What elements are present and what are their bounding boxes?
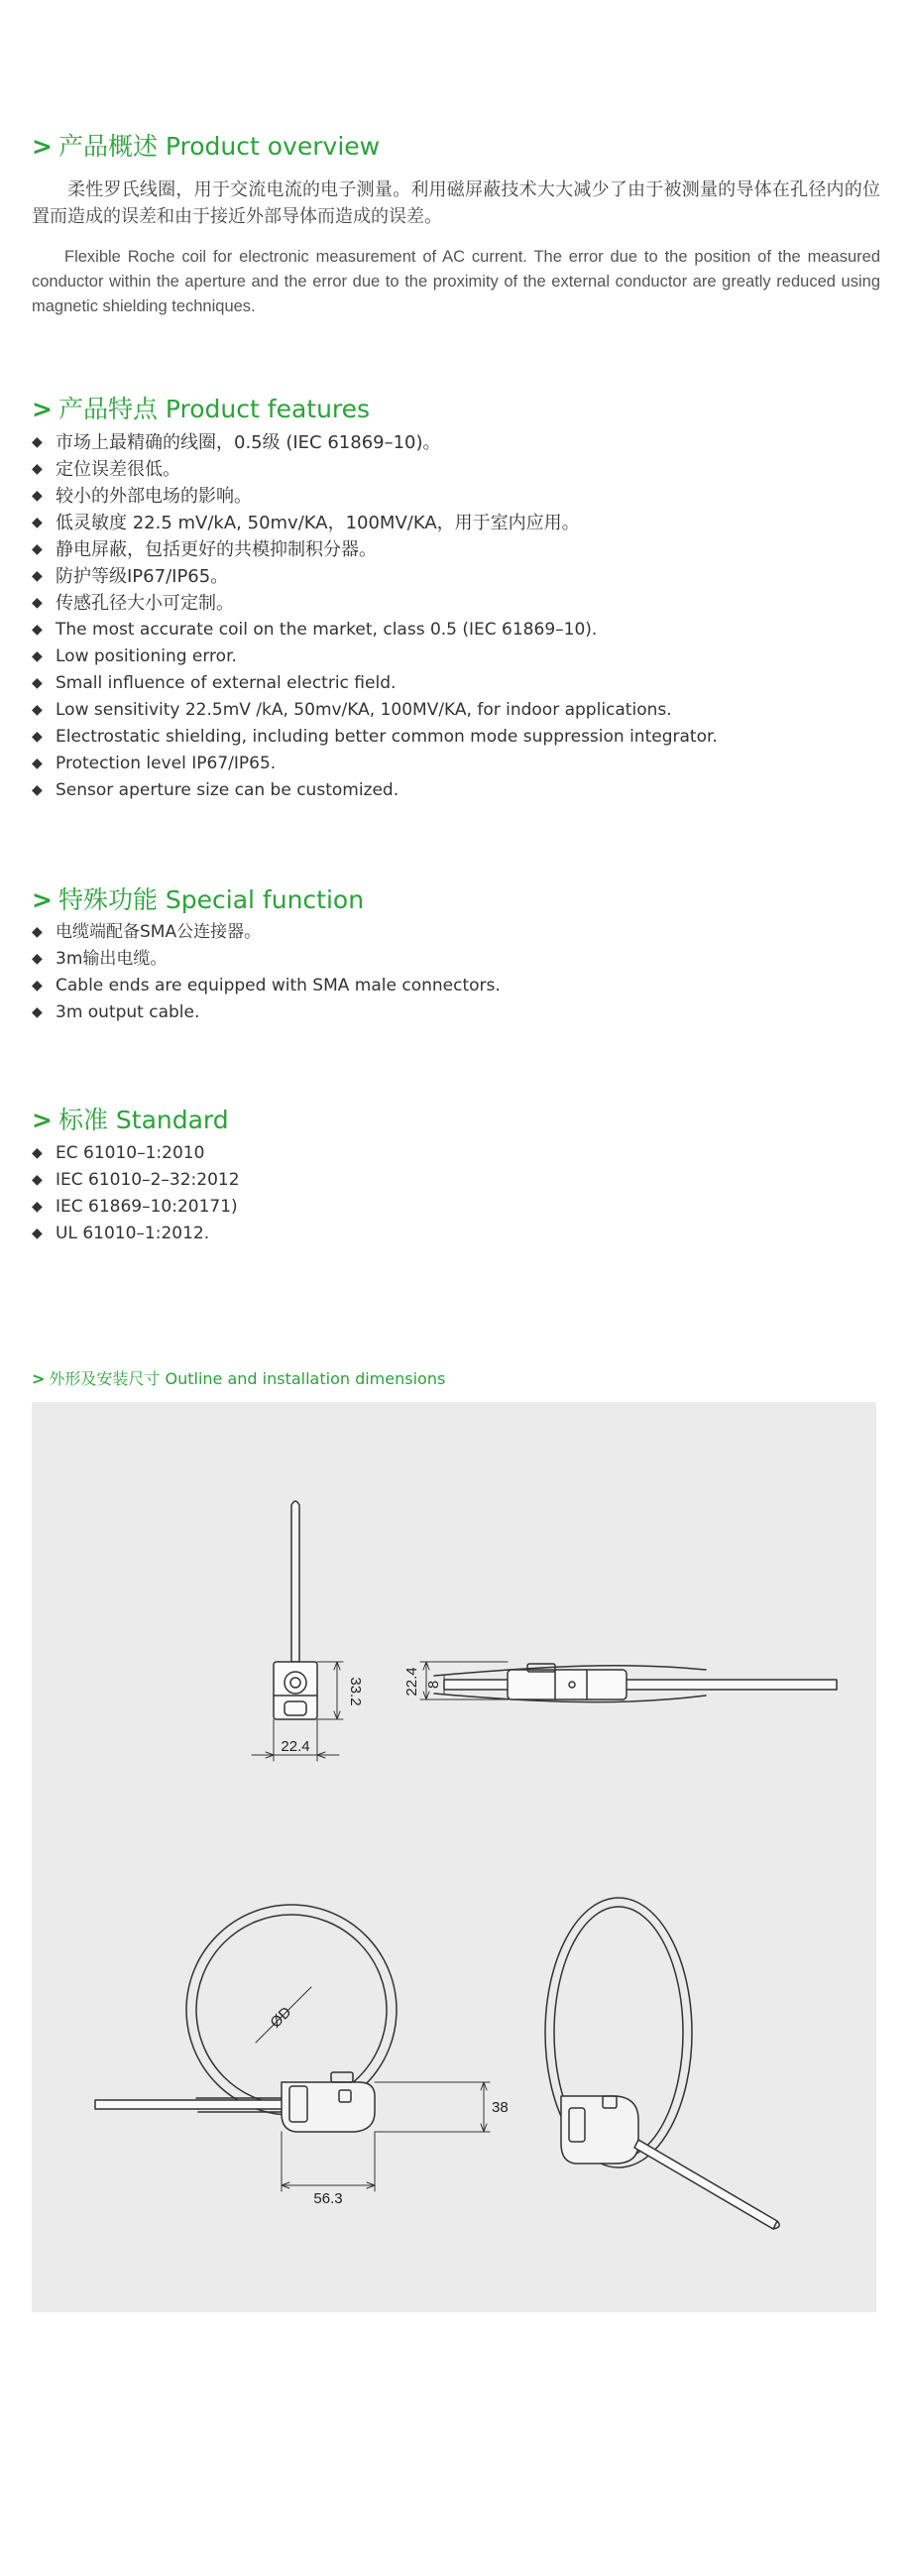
list-item [32,697,718,724]
diamond-bullet-icon: ◆ [32,1199,43,1215]
dimensions-title [32,1366,445,1389]
features-title [32,390,370,425]
list-item [32,751,718,777]
list-item [32,1221,240,1247]
list-item-text: 传感孔径大小可定制。 [56,593,234,614]
standard-title-text: 标准 Standard [57,1106,229,1134]
diamond-bullet-icon: ◆ [32,1226,43,1241]
diamond-bullet-icon: ◆ [32,568,43,584]
side-thickness-label: 8 [425,1680,442,1690]
list-item-text: 3m输出电缆。 [56,949,168,969]
loop-diameter-label: ØD [267,2003,295,2032]
list-item [32,724,718,751]
list-item [32,617,718,644]
loop-front-drawing [95,1905,490,2191]
chevron-right-icon: > [32,1369,46,1388]
list-item-text: 市场上最精确的线圈，0.5级 (IEC 61869–10)。 [56,432,441,453]
list-item-text: Sensor aperture size can be customized. [56,780,399,800]
list-item [32,590,580,617]
features-list-cn [32,429,580,617]
diamond-bullet-icon: ◆ [32,648,43,664]
overview-paragraph-cn: 柔性罗氏线圈，用于交流电流的电子测量。利用磁屏蔽技术大大减少了由于被测量的导体在孔径内的位置而造成的误差和由于接近外部导体而造成的误差。 [32,179,880,227]
list-item [32,536,580,563]
diamond-bullet-icon: ◆ [32,1172,43,1188]
dimension-drawing-panel [32,1402,876,2312]
overview-paragraph-en: Flexible Roche coil for electronic measurement of AC current. The error due to the position of the measured conductor within the aperture and the error due to the proximity of the external conductor are greatly reduced using magnetic shielding techniques. [32,248,880,315]
diamond-bullet-icon: ◆ [32,595,43,611]
side-view-drawing [420,1662,837,1702]
list-item-text: 电缆端配备SMA公连接器。 [56,922,262,942]
front-height-label: 33.2 [347,1677,364,1706]
list-item [32,483,580,510]
list-item-text: IEC 61869–10:20171) [56,1197,238,1217]
diamond-bullet-icon: ◆ [32,729,43,745]
loop-iso-drawing [545,1898,779,2229]
diamond-bullet-icon: ◆ [32,622,43,638]
list-item-text: Low positioning error. [56,646,237,666]
diamond-bullet-icon: ◆ [32,924,43,940]
list-item-text: Small influence of external electric field. [56,673,397,693]
side-height-label: 22.4 [403,1667,420,1697]
list-item [32,456,580,483]
list-item-text: Electrostatic shielding, including better common mode suppression integrator. [56,727,718,747]
list-item-text: 定位误差很低。 [56,459,180,480]
list-item [32,1194,240,1221]
special-list [32,919,501,1026]
list-item-text: 低灵敏度 22.5 mV/kA, 50mv/KA，100MV/KA，用于室内应用。 [56,513,580,533]
head-width-label: 56.3 [313,2190,343,2207]
head-height-label: 38 [492,2099,509,2116]
list-item [32,670,718,697]
diamond-bullet-icon: ◆ [32,461,43,477]
list-item [32,429,580,456]
list-item [32,999,501,1026]
diamond-bullet-icon: ◆ [32,434,43,450]
list-item [32,919,501,946]
features-list-en [32,617,718,804]
list-item-text: Protection level IP67/IP65. [56,754,277,773]
diamond-bullet-icon: ◆ [32,978,43,994]
list-item-text: Low sensitivity 22.5mV /kA, 50mv/KA, 100MV/KA, for indoor applications. [56,700,672,720]
overview-title-text: 产品概述 Product overview [57,132,381,161]
standard-list [32,1140,240,1247]
diamond-bullet-icon: ◆ [32,675,43,691]
diamond-bullet-icon: ◆ [32,756,43,771]
diamond-bullet-icon: ◆ [32,782,43,798]
diamond-bullet-icon: ◆ [32,1145,43,1161]
front-width-label: 22.4 [281,1738,310,1755]
diamond-bullet-icon: ◆ [32,541,43,557]
list-item-text: UL 61010–1:2012. [56,1224,210,1243]
chevron-right-icon: > [32,1106,53,1134]
chevron-right-icon: > [32,132,53,161]
diamond-bullet-icon: ◆ [32,515,43,530]
overview-title [32,127,380,163]
list-item [32,644,718,670]
list-item-text: EC 61010–1:2010 [56,1143,205,1163]
dimension-drawing [32,1402,876,2312]
chevron-right-icon: > [32,885,53,914]
chevron-right-icon: > [32,395,53,423]
list-item [32,1140,240,1167]
list-item-text: 较小的外部电场的影响。 [56,486,252,507]
diamond-bullet-icon: ◆ [32,702,43,718]
list-item-text: 静电屏蔽，包括更好的共模抑制积分器。 [56,539,377,560]
list-item [32,563,580,590]
list-item [32,777,718,804]
list-item-text: 防护等级IP67/IP65。 [56,566,229,587]
diamond-bullet-icon: ◆ [32,1004,43,1020]
list-item-text: 3m output cable. [56,1002,200,1022]
list-item [32,946,501,973]
list-item-text: The most accurate coil on the market, class 0.5 (IEC 61869–10). [56,620,598,640]
special-title [32,880,364,916]
list-item [32,1167,240,1194]
list-item-text: IEC 61010–2–32:2012 [56,1170,240,1190]
list-item [32,510,580,536]
diamond-bullet-icon: ◆ [32,488,43,504]
list-item [32,973,501,999]
diamond-bullet-icon: ◆ [32,951,43,967]
front-view-drawing [252,1501,343,1761]
features-title-text: 产品特点 Product features [57,395,371,423]
dimensions-title-text: 外形及安装尺寸 Outline and installation dimensions [49,1369,446,1388]
special-title-text: 特殊功能 Special function [57,885,365,914]
list-item-text: Cable ends are equipped with SMA male connectors. [56,976,501,995]
standard-title [32,1101,229,1136]
